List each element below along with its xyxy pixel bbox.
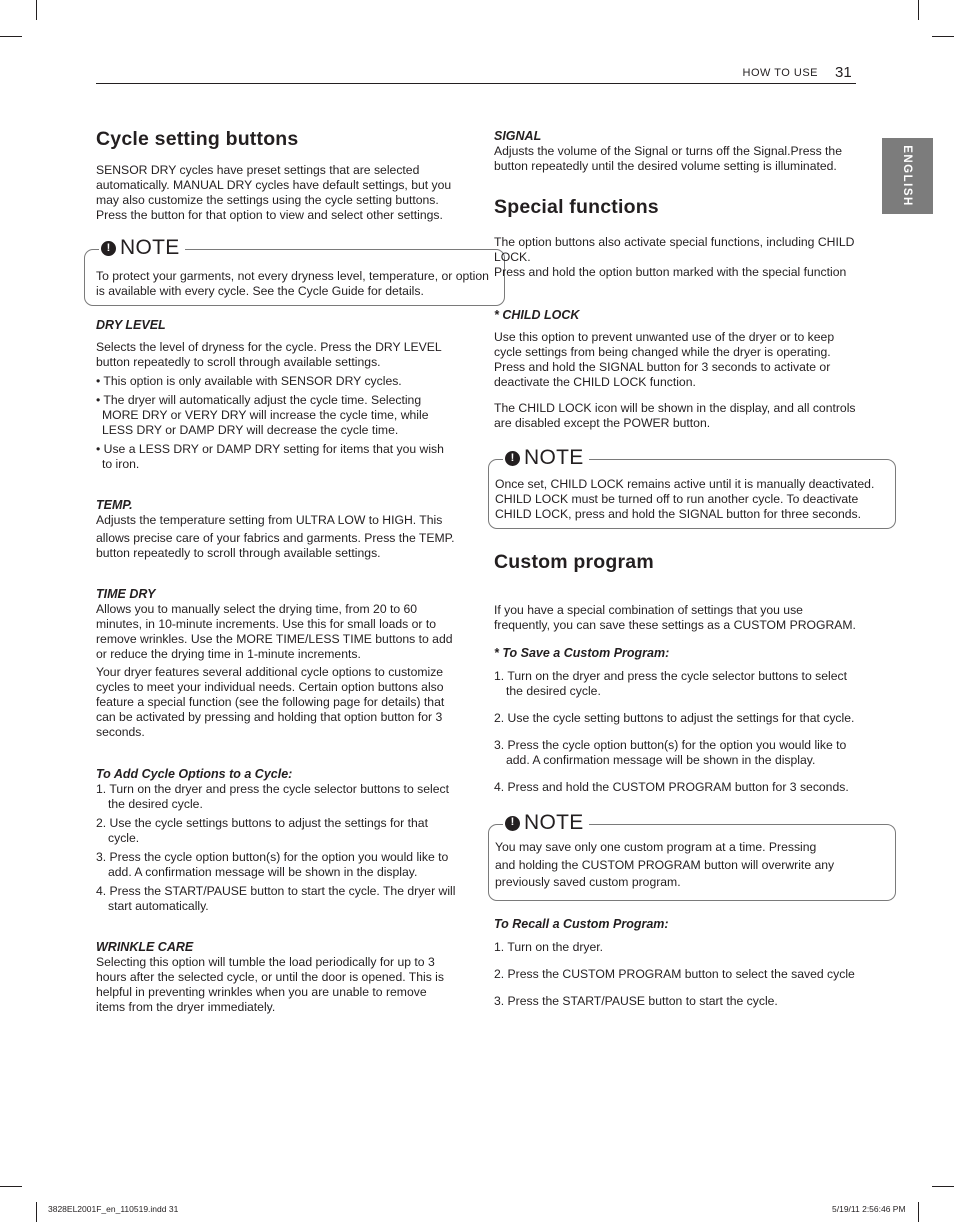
temp-heading: TEMP. [96, 498, 133, 512]
signal-heading: SIGNAL [494, 129, 542, 143]
add-options-heading: To Add Cycle Options to a Cycle: [96, 767, 293, 781]
temp-text: allows precise care of your fabrics and garments. Press the TEMP. button repeatedly to scroll through available settings. [96, 531, 455, 560]
add-options-step: 2. Use the cycle settings buttons to adjust the settings for that cycle. [96, 816, 428, 845]
cycle-setting-title: Cycle setting buttons [96, 128, 299, 150]
temp-text: Adjusts the temperature setting from ULTRA LOW to HIGH. This [96, 513, 443, 527]
add-options-step: 4. Press the START/PAUSE button to start the cycle. The dryer will start automatically. [96, 884, 456, 913]
child-lock-text: Use this option to prevent unwanted use of the dryer or to keep cycle settings from being changed while the dryer is operating. Press and hold the SIGNAL button for 3 seconds to activate or deactivate the CHILD LOCK function. [494, 330, 835, 389]
note-box [488, 811, 896, 901]
running-header-section: HOW TO USE [742, 67, 818, 79]
crop-mark [932, 1186, 954, 1187]
save-custom-heading: * To Save a Custom Program: [494, 646, 670, 660]
save-custom-step: 2. Use the cycle setting buttons to adjust the settings for that cycle. [494, 711, 855, 725]
crop-mark [918, 0, 919, 20]
note-text: You may save only one custom program at a time. Pressing [495, 840, 817, 854]
exclamation-icon: ! [505, 451, 520, 466]
recall-custom-step: 3. Press the START/PAUSE button to start the cycle. [494, 993, 778, 1008]
recall-custom-step: 1. Turn on the dryer. [494, 939, 604, 954]
header-rule [96, 83, 856, 84]
note-label: NOTE [120, 236, 180, 259]
note-box [84, 236, 505, 306]
crop-mark [918, 1202, 919, 1222]
time-dry-text: Your dryer features several additional cycle options to customize cycles to meet your individual needs. Certain option buttons also feature a special function (see the following page for details) that can be activated by pressing and holding that option button for 3 seconds. [96, 665, 445, 739]
crop-mark [0, 36, 22, 37]
save-custom-step: 3. Press the cycle option button(s) for the option you would like to add. A confirmation message will be shown in the display. [494, 738, 847, 767]
note-text: Once set, CHILD LOCK remains active until it is manually deactivated. CHILD LOCK must be turned off to run another cycle. To deactivate CHILD LOCK, press and hold the SIGNAL button for three seconds. [495, 477, 875, 521]
note-header [503, 810, 589, 836]
note-header [503, 445, 589, 471]
note-header [99, 235, 185, 261]
dry-level-text: Selects the level of dryness for the cycle. Press the DRY LEVEL button repeatedly to scroll through available settings. [96, 340, 442, 369]
note-text: To protect your garments, not every dryness level, temperature, or option is available with every cycle. See the Cycle Guide for details. [96, 269, 489, 298]
footer-file-info: 3828EL2001F_en_110519.indd 31 [48, 1204, 179, 1214]
time-dry-heading: TIME DRY [96, 587, 156, 601]
custom-program-intro: If you have a special combination of settings that you use frequently, you can save these settings as a CUSTOM PROGRAM. [494, 603, 856, 632]
wrinkle-care-text: Selecting this option will tumble the load periodically for up to 3 hours after the selected cycle, or until the door is opened. This is helpful in preventing wrinkles when you are unable to remove items from the dryer immediately. [96, 955, 444, 1014]
left-column [96, 126, 489, 1015]
page-number: 31 [835, 64, 852, 81]
note-box [488, 446, 896, 529]
exclamation-icon: ! [505, 816, 520, 831]
crop-mark [36, 1202, 37, 1222]
save-custom-step: 1. Turn on the dryer and press the cycle selector buttons to select the desired cycle. [494, 669, 847, 698]
recall-custom-heading: To Recall a Custom Program: [494, 916, 669, 931]
signal-text: Adjusts the volume of the Signal or turns off the Signal.Press the button repeatedly until the desired volume setting is illuminated. [494, 144, 842, 173]
dry-level-bullet: • The dryer will automatically adjust the cycle time. Selecting MORE DRY or VERY DRY will increase the cycle time, while LESS DRY or DAMP DRY will decrease the cycle time. [96, 393, 429, 437]
crop-mark [932, 36, 954, 37]
right-column [494, 126, 875, 1009]
language-tab [882, 138, 933, 214]
crop-mark [0, 1186, 22, 1187]
add-options-step: 1. Turn on the dryer and press the cycle selector buttons to select the desired cycle. [96, 782, 449, 811]
add-options-step: 3. Press the cycle option button(s) for the option you would like to add. A confirmation message will be shown in the display. [96, 850, 449, 879]
dry-level-bullet: • This option is only available with SENSOR DRY cycles. [96, 374, 402, 388]
note-text: and holding the CUSTOM PROGRAM button will overwrite any [495, 857, 835, 872]
save-custom-step: 4. Press and hold the CUSTOM PROGRAM button for 3 seconds. [494, 780, 849, 794]
child-lock-heading: * CHILD LOCK [494, 308, 580, 322]
footer-timestamp: 5/19/11 2:56:46 PM [832, 1204, 906, 1214]
note-label: NOTE [524, 811, 584, 834]
cycle-setting-intro: SENSOR DRY cycles have preset settings that are selected automatically. MANUAL DRY cycles have default settings, but you may also customize the settings using the cycle setting buttons. Press the button for that option to view and select other settings. [96, 163, 452, 222]
note-label: NOTE [524, 446, 584, 469]
special-functions-title: Special functions [494, 196, 659, 218]
time-dry-text: Allows you to manually select the drying time, from 20 to 60 minutes, in 10-minute increments. Use this for small loads or to remove wrinkles. Use the MORE TIME/LESS TIME buttons to add or reduce the drying time in 1-minute increments. [96, 602, 453, 661]
crop-mark [36, 0, 37, 20]
language-tab-label: ENGLISH [901, 145, 914, 207]
special-functions-text: The option buttons also activate special functions, including CHILD LOCK. [494, 235, 855, 264]
note-text: previously saved custom program. [495, 875, 681, 889]
special-functions-text: Press and hold the option button marked with the special function [494, 265, 847, 279]
custom-program-title: Custom program [494, 551, 654, 573]
wrinkle-care-heading: WRINKLE CARE [96, 940, 194, 954]
child-lock-text: The CHILD LOCK icon will be shown in the display, and all controls are disabled except the POWER button. [494, 401, 856, 430]
exclamation-icon: ! [101, 241, 116, 256]
dry-level-heading: DRY LEVEL [96, 318, 166, 332]
dry-level-bullet: • Use a LESS DRY or DAMP DRY setting for items that you wish to iron. [96, 442, 444, 471]
recall-custom-step: 2. Press the CUSTOM PROGRAM button to select the saved cycle [494, 966, 855, 981]
